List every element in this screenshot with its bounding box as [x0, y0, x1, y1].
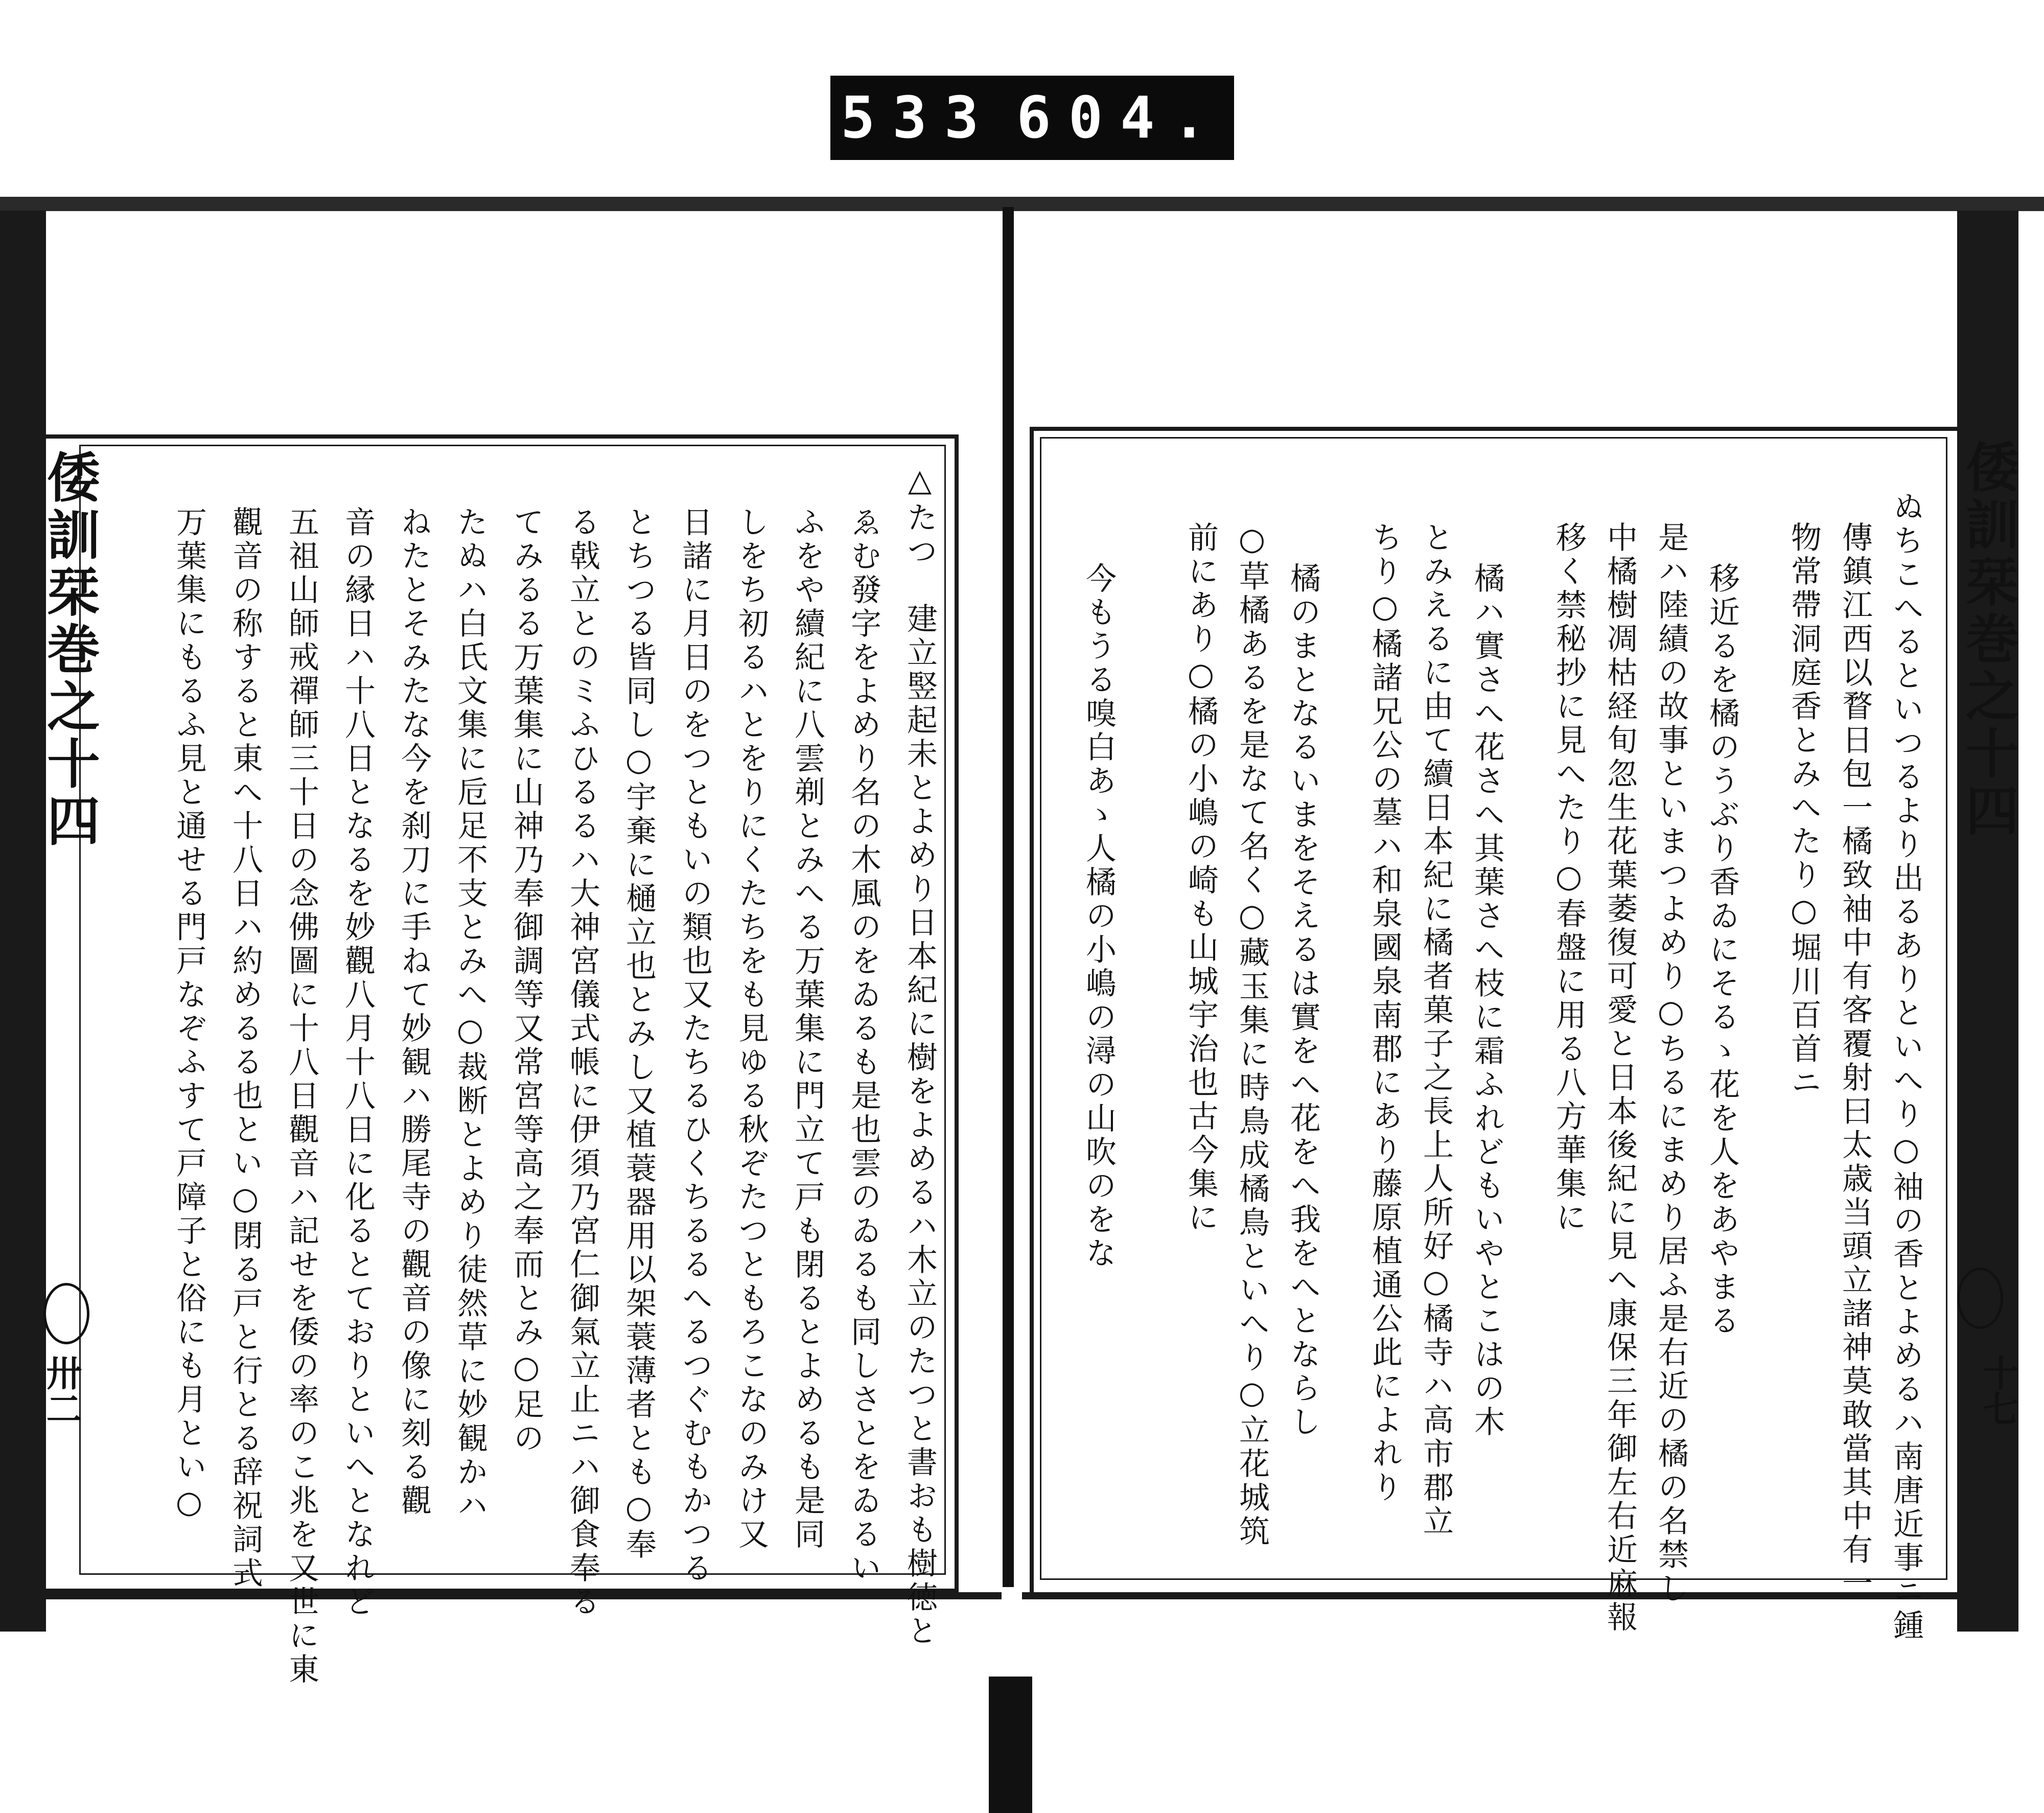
- left-text-column: 觀音の称すると東へ十八日ハ約めるる也とい○閉る戸と行とる辞祝詞式: [227, 506, 263, 1591]
- left-text-column: とちつる皆同し○宇棄に樋立也とみし又植蓑器用以架蓑薄者とも○奉: [621, 506, 657, 1562]
- right-spine-circle: [1957, 1268, 2003, 1329]
- right-text-column: 橘ハ實さへ花さへ其葉さへ枝に霜ふれどもいやとこはの木: [1469, 562, 1505, 1439]
- left-spine-circle: [43, 1283, 89, 1344]
- right-text-column: 橘のまとなるいまをそえるは實をへ花をへ我をへとならし: [1285, 562, 1321, 1439]
- right-text-column: 傳鎮江西以瞀日包一橘致袖中有客覆射曰太歳当頭立諸神莫敢當其中有一: [1837, 521, 1873, 1601]
- catalog-number-right: 604.: [1016, 84, 1224, 151]
- book-top-edge: [0, 197, 2044, 211]
- right-text-column: 是ハ陸績の故事といまつよめり○ちるにまめり居ふ是右近の橘の名禁し: [1653, 521, 1689, 1606]
- fold-tab: [989, 1677, 1032, 1813]
- left-text-column: 五祖山師戒禪師三十日の念佛圖に十八日觀音ハ記せを倭の率のこ兆を又世に東: [284, 506, 319, 1687]
- right-text-column: ○草橘あるを是なて名く○藏玉集に時鳥成橘鳥といへり○立花城筑: [1234, 521, 1270, 1549]
- right-text-column: 今もうる嗅白あゝ人橘の小嶋の潯の山吹のをな: [1081, 562, 1117, 1271]
- left-text-column: 音の縁日ハ十八日となるを妙觀八月十八日に化るとておりといへとなれど: [340, 506, 376, 1619]
- right-text-column: 移近るを橘のうぶり香ゐにそるゝ花を人をあやまる: [1704, 562, 1740, 1338]
- bottom-edge-left: [41, 1592, 1002, 1599]
- right-text-column: 移く禁秘抄に見へたり○春盤に用る八方華集に: [1551, 521, 1587, 1235]
- left-leaf-number: 卅二: [40, 1355, 83, 1426]
- right-text-column: 中橘樹凋枯経旬忽生花葉萎復可愛と日本後紀に見へ康保三年御左右近麻報: [1602, 521, 1638, 1635]
- left-text-column: しをち初るハとをりにくたちをも見ゆる秋ぞたつともろこなのみけ又: [733, 506, 769, 1552]
- right-leaf-number: 十七: [1977, 1355, 2019, 1426]
- left-text-column: ねたとそみたな今を刹刀に手ねて妙観ハ勝尾寺の觀音の像に刻る觀: [396, 506, 432, 1518]
- left-text-column: たぬハ白氏文集に卮足不支とみへ○裁断とよめり徒然草に妙観かハ: [452, 506, 488, 1523]
- right-running-title: 倭訓栞巻之十四: [1957, 440, 2019, 840]
- right-text-column: とみえるに由て續日本紀に橘者菓子之長上人所好○橘寺ハ高市郡立: [1418, 521, 1454, 1539]
- left-text-column: てみるる万葉集に山神乃奉御調等又常宮等高之奉而とみ○足の: [508, 506, 544, 1456]
- left-text-column: る戟立とのミふひるるハ大神宮儀式帳に伊須乃宮仁御氣立止ニハ御食奉る: [565, 506, 600, 1619]
- right-text-column: 前にあり○橘の小嶋の崎も山城宇治也古今集に: [1183, 521, 1219, 1235]
- left-text-column: △たつ 建立竪起未とよめり日本紀に樹をよめるハ木立のたつと書おも樹徳と: [902, 463, 938, 1648]
- catalog-number-label: [830, 76, 1234, 160]
- catalog-number-left: 533: [840, 84, 996, 151]
- right-text-column: ちり○橘諸兄公の墓ハ和泉國泉南郡にあり藤原植通公此によれり: [1367, 521, 1403, 1505]
- left-text-column: ふをや續紀に八雲剃とみへる万葉集に門立て戸も閉るとよめるも是同: [789, 506, 825, 1552]
- right-text-column: ぬちこへるといつるより出るありといへり○袖の香とよめるハ南唐近事ニ鍾: [1888, 491, 1924, 1643]
- left-text-column: 日諸に月日のをつともいの類也又たちるひくちるるへるつぐむもかつる: [677, 506, 713, 1586]
- left-text-column: 万葉集にもるふ見と通せる門戸なぞふすて戸障子と俗にも月とい○: [171, 506, 207, 1523]
- left-text-column: ゑむ發字をよめり名の木風のをゐるも是也雲のゐるも同しさとをゐるい: [846, 506, 881, 1586]
- left-spine-title: 倭訓栞巻之十四: [38, 450, 101, 851]
- right-text-column: 物常帶洞庭香とみへたり○堀川百首ニ: [1786, 521, 1822, 1100]
- center-fold: [1003, 207, 1014, 1587]
